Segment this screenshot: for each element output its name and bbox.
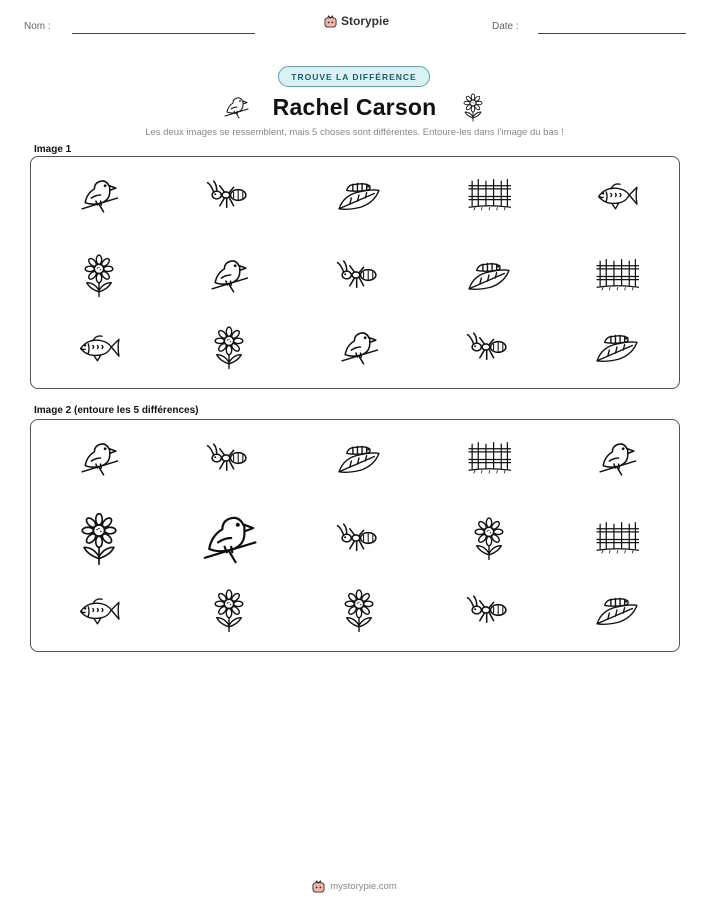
brand [324,14,389,28]
flower-icon[interactable] [466,515,512,561]
name-label: Nom : [24,21,51,32]
image-1-label: Image 1 [34,144,72,155]
image-2-label: Image 2 (entoure les 5 différences) [34,405,199,416]
storypie-logo-icon [324,15,337,28]
flower-icon[interactable] [71,510,127,566]
flower-icon [76,252,122,298]
caterpillar-leaf-icon[interactable] [594,587,640,633]
fence-icon [466,172,512,218]
bird-icon [221,92,251,122]
storypie-logo-icon [312,880,325,893]
caterpillar-leaf-icon [336,172,382,218]
caterpillar-leaf-icon [466,252,512,298]
fish-icon[interactable] [76,587,122,633]
brand-name: Storypie [341,14,390,28]
ant-icon[interactable] [336,515,382,561]
bird-icon[interactable] [196,505,262,571]
caterpillar-leaf-icon[interactable] [336,435,382,481]
bird-icon[interactable] [594,435,640,481]
fish-icon [594,172,640,218]
activity-badge: TROUVE LA DIFFÉRENCE [278,66,430,87]
image-2-panel[interactable] [30,419,680,652]
ant-icon [336,252,382,298]
fence-icon [594,252,640,298]
bird-icon[interactable] [76,435,122,481]
instructions: Les deux images se ressemblent, mais 5 choses sont différentes. Entoure-les dans l’image du bas ! [145,127,564,138]
fish-icon [76,324,122,370]
ant-icon [466,324,512,370]
bird-icon [336,324,382,370]
caterpillar-leaf-icon [594,324,640,370]
ant-icon[interactable] [206,435,252,481]
ant-icon [206,172,252,218]
fence-icon[interactable] [466,435,512,481]
fence-icon[interactable] [594,515,640,561]
flower-icon [206,324,252,370]
worksheet-header [0,0,709,50]
flower-icon[interactable] [206,587,252,633]
flower-icon[interactable] [336,587,382,633]
name-line[interactable] [72,33,255,34]
flower-icon [458,92,488,122]
footer-url: mystorypie.com [330,881,397,892]
bird-icon [206,252,252,298]
ant-icon[interactable] [466,587,512,633]
footer [0,880,709,893]
bird-icon [76,172,122,218]
image-1-panel [30,156,680,389]
date-line[interactable] [538,33,686,34]
page-title: Rachel Carson [272,93,437,120]
date-label: Date : [492,21,519,32]
title-row [0,91,709,123]
